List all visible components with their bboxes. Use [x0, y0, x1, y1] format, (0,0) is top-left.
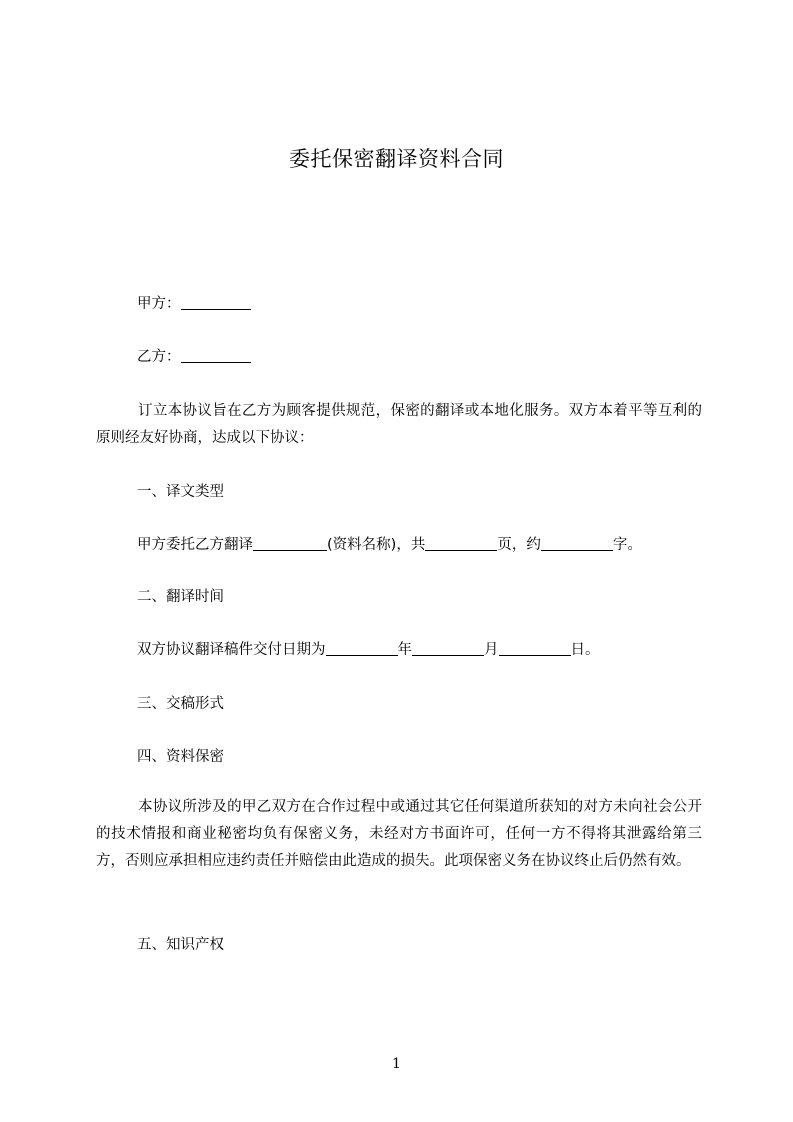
section-3-heading: 三、交稿形式 [137, 696, 224, 712]
word-count-blank [541, 535, 613, 551]
section-5-heading: 五、知识产权 [137, 937, 224, 953]
section-1-heading: 一、译文类型 [137, 484, 224, 500]
page-count-blank [425, 535, 497, 551]
party-a-label: 甲方： [137, 296, 181, 312]
party-b-blank [181, 347, 251, 363]
party-a-line [137, 292, 251, 313]
day-blank [499, 640, 571, 656]
section-4-body: 本协议所涉及的甲乙双方在合作过程中或通过其它任何渠道所获知的对方未向社会公开的技术情报和商业秘密均负有保密义务，未经对方书面许可，任何一方不得将其泄露给第三方，否则应承担相应违约责任并赔偿由此造成的损失。此项保密义务在协议终止后仍然有效。 [96, 799, 702, 869]
party-b-line [137, 345, 251, 366]
s2-text-4: 日。 [570, 642, 600, 658]
s1-text-1: 甲方委托乙方翻译 [137, 537, 253, 553]
month-blank [412, 640, 484, 656]
section-2-body [137, 638, 600, 659]
s1-text-3: 页，约 [497, 537, 541, 553]
year-blank [326, 640, 398, 656]
s2-text-2: 年 [397, 642, 412, 658]
section-1-body [137, 533, 642, 554]
document-name-blank [253, 535, 327, 551]
s1-text-4: 字。 [612, 537, 642, 553]
s2-text-1: 双方协议翻译稿件交付日期为 [137, 642, 326, 658]
s2-text-3: 月 [484, 642, 499, 658]
s1-text-2: (资料名称)，共 [327, 537, 426, 553]
section-2-heading: 二、翻译时间 [137, 589, 224, 605]
party-b-label: 乙方： [137, 349, 181, 365]
section-4-heading: 四、资料保密 [137, 749, 224, 765]
page-number: 1 [392, 1056, 401, 1072]
party-a-blank [181, 294, 251, 310]
intro-paragraph: 订立本协议旨在乙方为顾客提供规范，保密的翻译或本地化服务。双方本着平等互利的原则经友好协商，达成以下协议： [96, 403, 702, 446]
document-title: 委托保密翻译资料合同 [289, 147, 504, 171]
